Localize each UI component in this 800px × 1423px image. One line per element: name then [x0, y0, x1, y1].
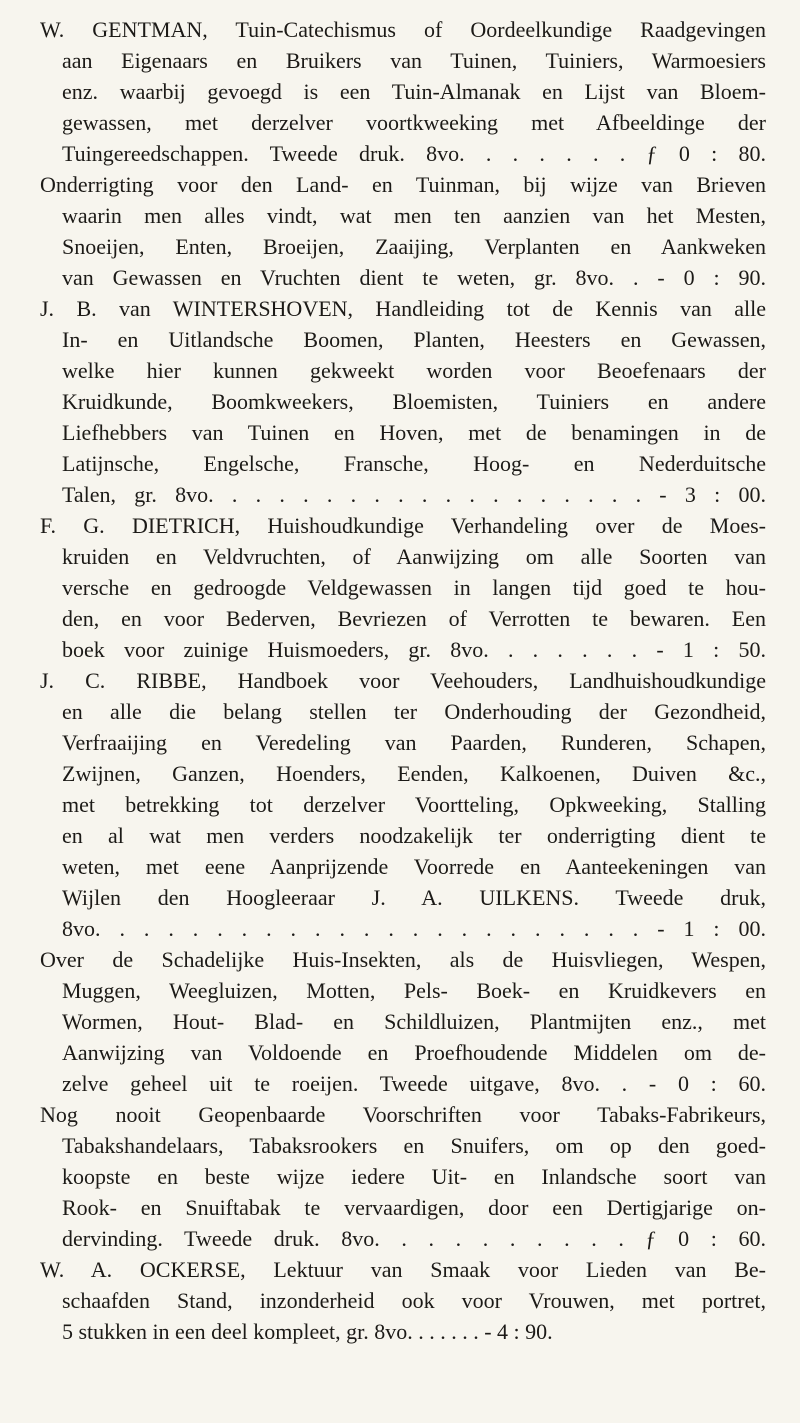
entry-line: J. B. van WINTERSHOVEN, Handleiding tot de Kennis van alle — [40, 296, 766, 321]
entry-line: Wormen, Hout- Blad- en Schildluizen, Plantmijten enz., met — [62, 1009, 766, 1034]
entry-line: en alle die belang stellen ter Onderhouding der Gezondheid, — [62, 699, 766, 724]
entry-line: Nog nooit Geopenbaarde Voorschriften voor Tabaks-Fabrikeurs, — [40, 1102, 766, 1127]
entry-line: enz. waarbij gevoegd is een Tuin-Almanak en Lijst van Bloem- — [62, 79, 766, 104]
entry-line: Verfraaijing en Veredeling van Paarden, Runderen, Schapen, — [62, 730, 766, 755]
catalogue-entry-tabak — [40, 1099, 766, 1254]
entry-line: den, en voor Bederven, Bevriezen of Verrotten te bewaren. Een — [62, 606, 766, 631]
entry-line: 5 stukken in een deel kompleet, gr. 8vo. . . . . . . - 4 : 90. — [62, 1319, 553, 1344]
entry-line: Talen, gr. 8vo. . . . . . . . . . . . . . . . . . . - 3 : 00. — [62, 482, 766, 507]
entry-line: 8vo. . . . . . . . . . . . . . . . . . . . . . . - 1 : 00. — [62, 916, 766, 941]
entry-line: versche en gedroogde Veldgewassen in langen tijd goed te hou- — [62, 575, 766, 600]
entry-line: Snoeijen, Enten, Broeijen, Zaaijing, Verplanten en Aankweken — [62, 234, 766, 259]
catalogue-entry-dietrich — [40, 510, 766, 665]
entry-line: Tuingereedschappen. Tweede druk. 8vo. . . . . . . ƒ 0 : 80. — [62, 141, 766, 166]
entry-line: gewassen, met derzelver voortkweeking met Afbeeldinge der — [62, 110, 766, 135]
entry-line: Zwijnen, Ganzen, Hoenders, Eenden, Kalkoenen, Duiven &c., — [62, 761, 766, 786]
catalogue-entry-onderrigting — [40, 169, 766, 293]
entry-line: met betrekking tot derzelver Voortteling, Opkweeking, Stalling — [62, 792, 766, 817]
entry-line: Onderrigting voor den Land- en Tuinman, bij wijze van Brieven — [40, 172, 766, 197]
entry-line: Rook- en Snuiftabak te vervaardigen, door een Dertigjarige on- — [62, 1195, 766, 1220]
entry-line: In- en Uitlandsche Boomen, Planten, Heesters en Gewassen, — [62, 327, 766, 352]
entry-line: Aanwijzing van Voldoende en Proefhoudende Middelen om de- — [62, 1040, 766, 1065]
entry-line: Liefhebbers van Tuinen en Hoven, met de benamingen in de — [62, 420, 766, 445]
catalogue-entry-ockerse — [40, 1254, 766, 1347]
entry-line: schaafden Stand, inzonderheid ook voor Vrouwen, met portret, — [62, 1288, 766, 1313]
catalogue-entry-gentman — [40, 14, 766, 169]
entry-line: Kruidkunde, Boomkweekers, Bloemisten, Tuiniers en andere — [62, 389, 766, 414]
entry-line: Tabakshandelaars, Tabaksrookers en Snuifers, om op den goed- — [62, 1133, 766, 1158]
entry-line: Wijlen den Hoogleeraar J. A. UILKENS. Tweede druk, — [62, 885, 766, 910]
catalogue-entry-wintershoven — [40, 293, 766, 510]
entry-line: F. G. DIETRICH, Huishoudkundige Verhandeling over de Moes- — [40, 513, 766, 538]
entry-line: Muggen, Weegluizen, Motten, Pels- Boek- en Kruidkevers en — [62, 978, 766, 1003]
entry-line: W. GENTMAN, Tuin-Catechismus of Oordeelkundige Raadgevingen — [40, 17, 766, 42]
entry-line: dervinding. Tweede druk. 8vo. . . . . . . . . . ƒ 0 : 60. — [62, 1226, 766, 1251]
entry-line: van Gewassen en Vruchten dient te weten, gr. 8vo. . - 0 : 90. — [62, 265, 766, 290]
entry-line: Latijnsche, Engelsche, Fransche, Hoog- en Nederduitsche — [62, 451, 766, 476]
catalogue-entry-huis-insekten — [40, 944, 766, 1099]
catalogue-entry-ribbe — [40, 665, 766, 944]
entry-line: aan Eigenaars en Bruikers van Tuinen, Tuiniers, Warmoesiers — [62, 48, 766, 73]
entry-line: Over de Schadelijke Huis-Insekten, als de Huisvliegen, Wespen, — [40, 947, 766, 972]
entry-line: en al wat men verders noodzakelijk ter onderrigting dient te — [62, 823, 766, 848]
entry-line: weten, met eene Aanprijzende Voorrede en Aanteekeningen van — [62, 854, 766, 879]
entry-line: zelve geheel uit te roeijen. Tweede uitgave, 8vo. . - 0 : 60. — [62, 1071, 766, 1096]
entry-line: W. A. OCKERSE, Lektuur van Smaak voor Lieden van Be- — [40, 1257, 766, 1282]
entry-line: welke hier kunnen gekweekt worden voor Beoefenaars der — [62, 358, 766, 383]
entry-line: kruiden en Veldvruchten, of Aanwijzing om alle Soorten van — [62, 544, 766, 569]
entry-line: koopste en beste wijze iedere Uit- en Inlandsche soort van — [62, 1164, 766, 1189]
entry-line: waarin men alles vindt, wat men ten aanzien van het Mesten, — [62, 203, 766, 228]
entry-line: boek voor zuinige Huismoeders, gr. 8vo. . . . . . . - 1 : 50. — [62, 637, 766, 662]
entry-line: J. C. RIBBE, Handboek voor Veehouders, Landhuishoudkundige — [40, 668, 766, 693]
